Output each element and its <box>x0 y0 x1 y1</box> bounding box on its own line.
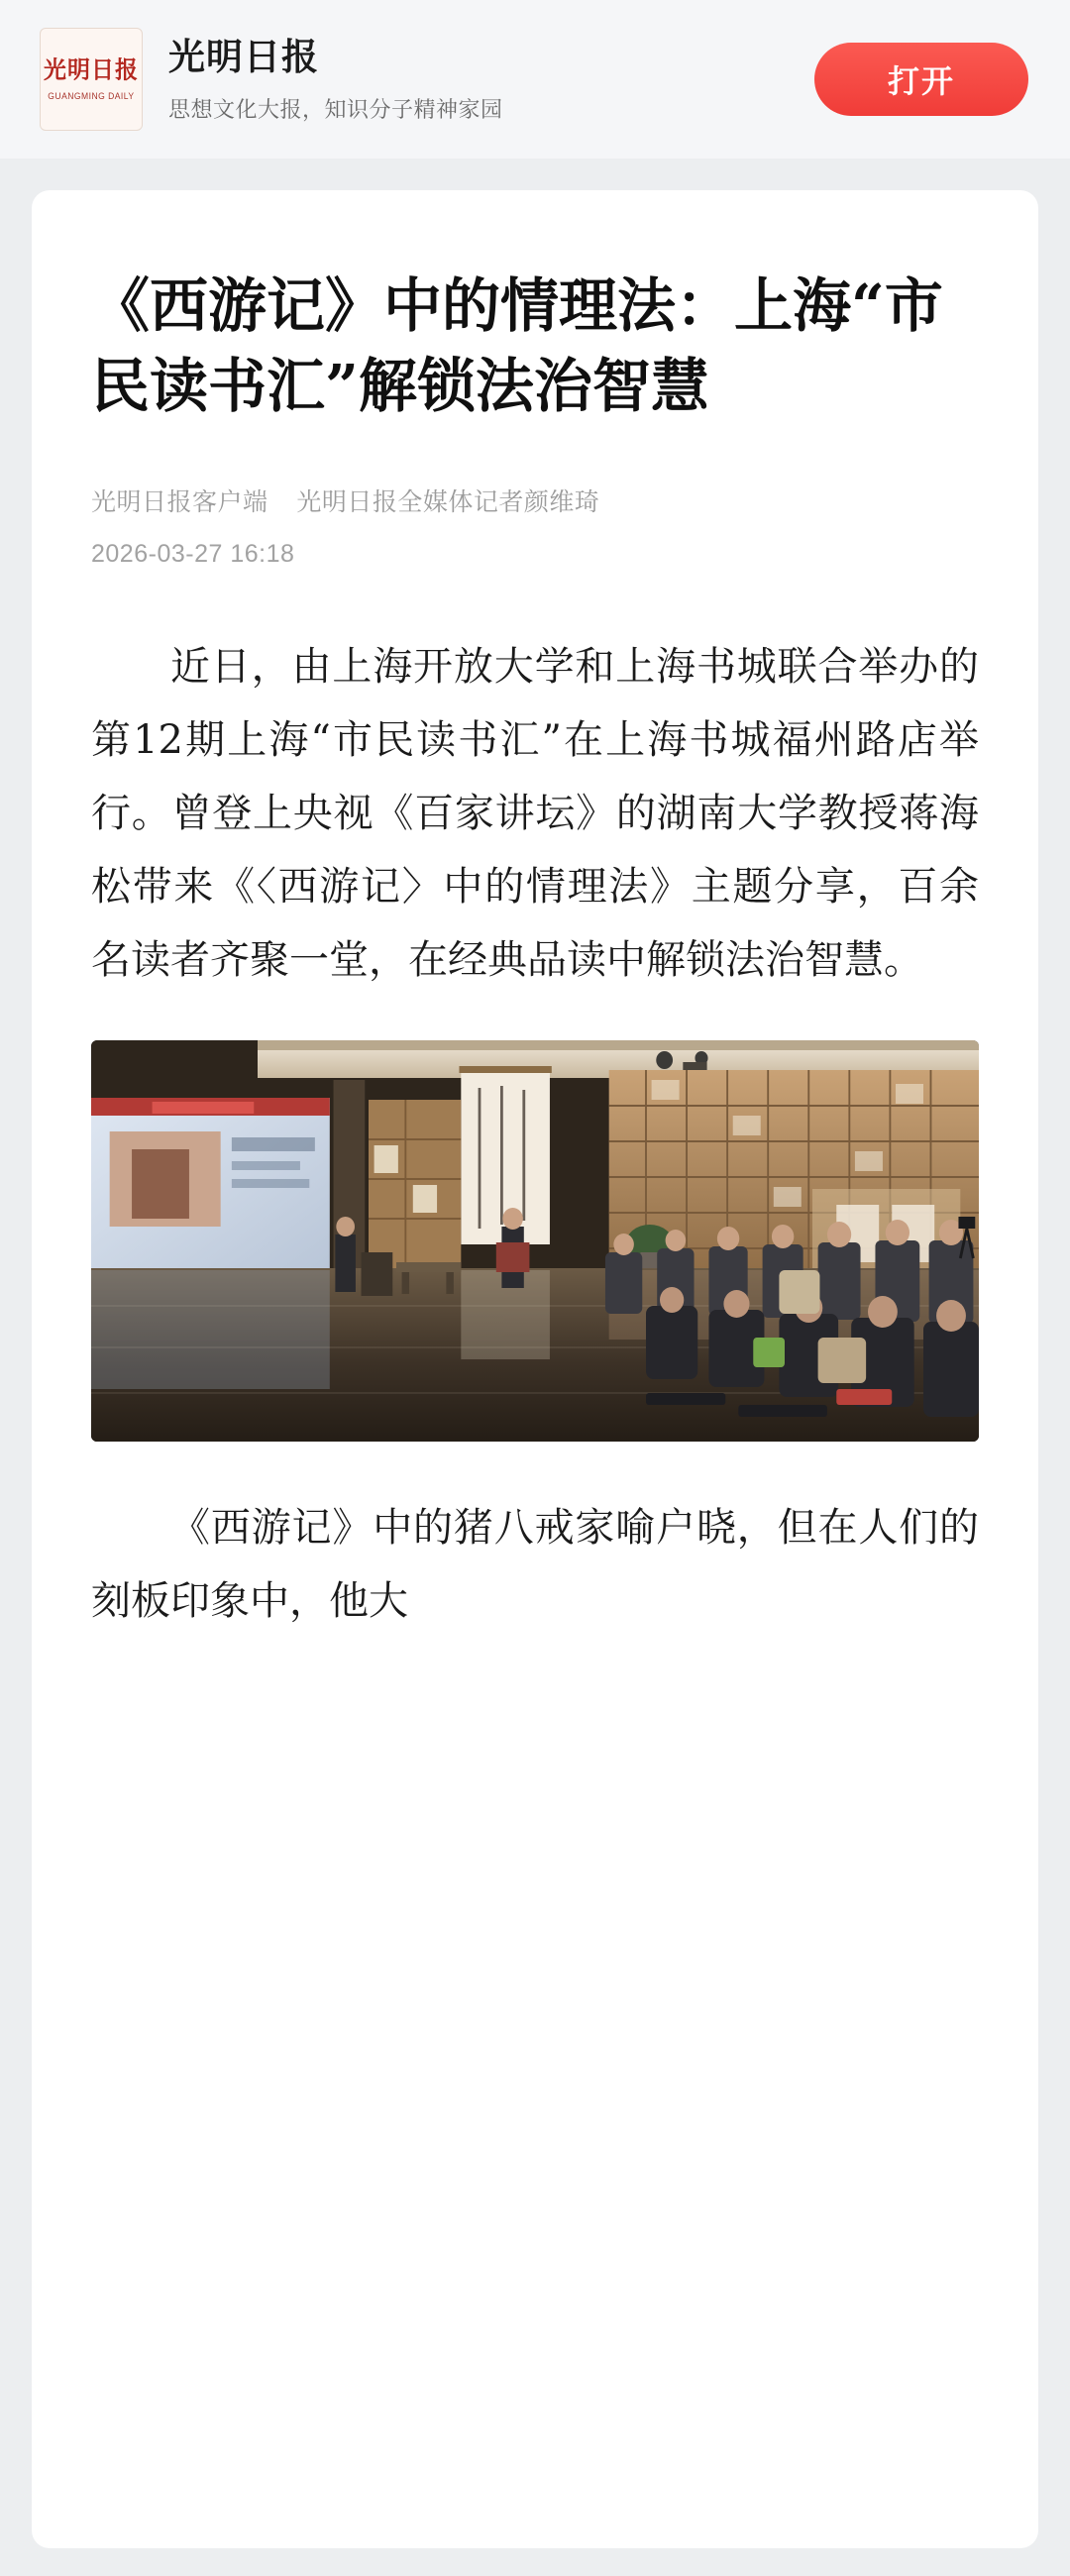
article-paragraph-1: 近日，由上海开放大学和上海书城联合举办的第12期上海“市民读书汇”在上海书城福州路店举行。曾登上央视《百家讲坛》的湖南大学教授蒋海松带来《〈西游记〉中的情理法》主题分享，百余名读者齐聚一堂，在经典品读中解锁法治智慧。 <box>91 643 979 983</box>
brand-block <box>168 35 503 123</box>
logo-cn-text: 光明日报 <box>44 55 139 85</box>
app-header-bar <box>0 0 1070 159</box>
lecture-hall-photo <box>91 1040 979 1442</box>
article-paragraph-2: 《西游记》中的猪八戒家喻户晓，但在人们的刻板印象中，他大 <box>91 1504 979 1624</box>
brand-title: 光明日报 <box>168 37 319 78</box>
open-app-button[interactable]: 打开 <box>814 43 1028 116</box>
article-card <box>32 190 1038 2548</box>
brand-subtitle: 思想文化大报，知识分子精神家园 <box>168 96 503 122</box>
guangming-daily-logo-icon <box>40 28 143 131</box>
byline-author: 光明日报全媒体记者颜维琦 <box>296 487 600 516</box>
publish-timestamp: 2026-03-27 16:18 <box>91 539 295 568</box>
logo-en-text: GUANGMING DAILY <box>48 90 135 101</box>
byline <box>91 483 979 518</box>
byline-source: 光明日报客户端 <box>91 487 268 516</box>
page-title: 《西游记》中的情理法：上海“市民读书汇”解锁法治智慧 <box>91 271 943 421</box>
